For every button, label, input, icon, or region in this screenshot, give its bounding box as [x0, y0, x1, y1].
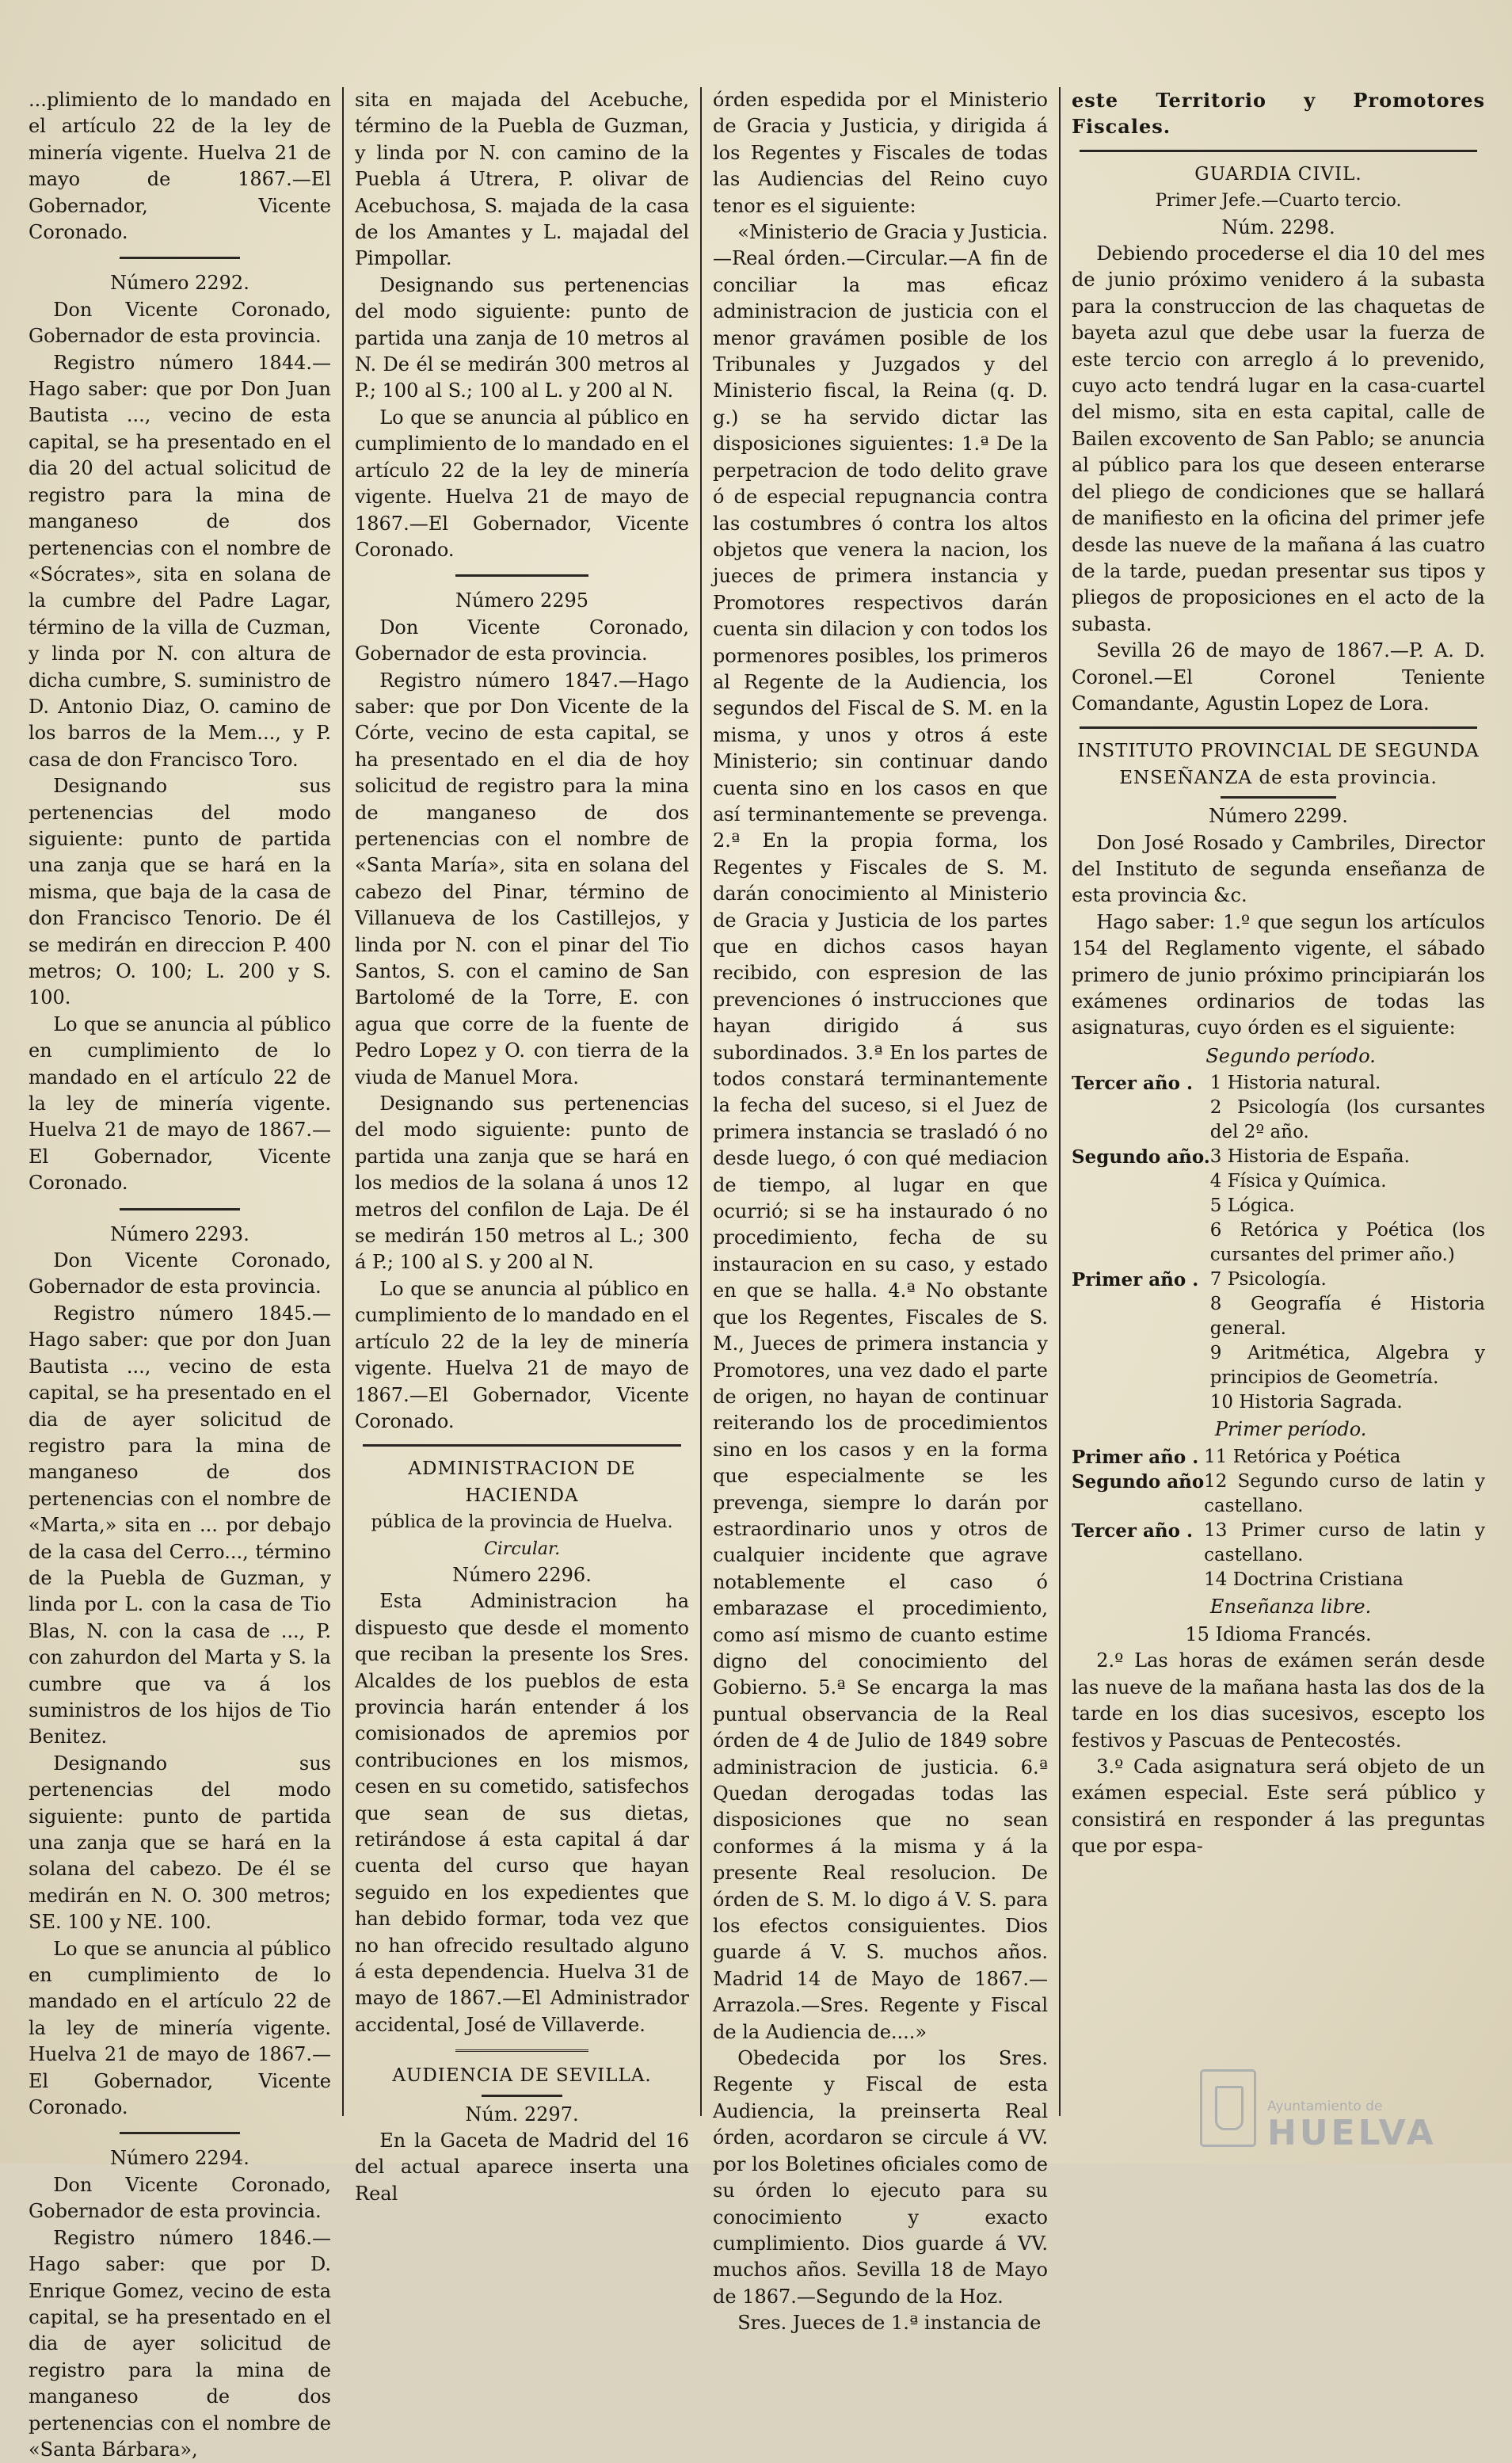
- divider: [1080, 150, 1477, 152]
- schedule-year: Tercer año .: [1072, 1073, 1193, 1095]
- paragraph: este Territorio y Promotores Fiscales.: [1072, 89, 1485, 139]
- column-1: [17, 87, 342, 2461]
- schedule-year: Segundo año: [1072, 1470, 1205, 1493]
- paragraph: Registro número 1846.—Hago saber: que por D. Enrique Gomez, vecino de esta capital, se ha presentado en el dia de ayer solicitud de registro para la mina de manganeso de dos pertenencias con el nombre de «Santa Bárbara»,: [29, 2226, 331, 2461]
- period-heading: Enseñanza libre.: [1209, 1595, 1372, 1618]
- paragraph: Designando sus pertenencias del modo siguiente: punto de partida una zanja que se hará en la solana del cabezo. De él se medirán en N. O. 300 metros; SE. 100 y NE. 100.: [29, 1752, 331, 1934]
- paragraph: Registro número 1847.—Hago saber: que por Don Vicente de la Córte, vecino de esta capital, se ha presentado en el dia de hoy solicitud de registro para la mina de manganeso de dos pertenencias con el nombre de «Santa María», sita en solana del cabezo del Pinar, término de Villanueva de los Castillejos, y linda por N. con el pinar del Tio Santos, S. con el camino de San Bartolomé de la Torre, E. con agua que corre de la fuente de Pedro Lopez y O. con tierra de la viuda de Manuel Mora.: [355, 669, 689, 1089]
- section-subheading: Circular.: [483, 1538, 561, 1559]
- section-heading: GUARDIA CIVIL.: [1194, 163, 1362, 185]
- paragraph: Obedecida por los Sres. Regente y Fiscal de esta Audiencia, la preinserta Real órden, acordaron se circule á VV. por los Boletines oficiales como de su órden lo ejecuto para su conocimiento y exacto cumplimiento. Dios guarde á VV. muchos años. Sevilla 18 de Mayo de 1867.—Segundo de la Hoz.: [713, 2047, 1048, 2308]
- paragraph: ...plimiento de lo mandado en el artículo 22 de la ley de minería vigente. Huelva 21 de mayo de 1867.—El Gobernador, Vicente Coronado.: [29, 89, 331, 244]
- paragraph: 3.º Cada asignatura será objeto de un exámen especial. Este será público y consistirá en responder á las preguntas que por espa-: [1072, 1756, 1485, 1858]
- notice-number: Número 2293.: [110, 1222, 249, 1245]
- schedule-items: [1210, 1268, 1485, 1415]
- paragraph: Don José Rosado y Cambriles, Director del Instituto de segunda enseñanza de esta provincia &c.: [1072, 831, 1485, 907]
- paragraph: Don Vicente Coronado, Gobernador de esta provincia.: [29, 2173, 331, 2223]
- schedule-year: Segundo año.: [1072, 1146, 1210, 1169]
- section-subheading: Primer Jefe.—Cuarto tercio.: [1155, 191, 1402, 212]
- divider: [120, 257, 241, 259]
- paragraph: «Ministerio de Gracia y Justicia.—Real órden.—Circular.—A fin de conciliar la mas eficaz administracion de justicia con el menor gravámen posible de los Tribunales y Juzgados y del Ministerio fiscal, la Reina (q. D. g.) se ha servido dictar las disposiciones siguientes: 1.ª De la perpetracion de todo delito grave ó de especial repugnancia contra las costumbres ó contra los altos objetos que venera la nacion, los jueces de primera instancia y Promotores respectivos darán cuenta sin dilacion y con todos los pormenores posibles, los primeros al Regente de la Audiencia, los segundos del Fiscal de S. M. en la misma, y unos y otros á este Ministerio; sin continuar dando cuenta sino en los casos en que así terminantemente se prevenga. 2.ª En la propia forma, los Regentes y Fiscales de S. M. darán conocimiento al Ministerio de Gracia y Justicia de los partes que en dichos casos hayan recibido, con espresion de las prevenciones ó instrucciones que hayan dirigido á sus subordinados. 3.ª En los partes de todos constará terminantemente la fecha del suceso, si el Juez de primera instancia se trasladó ó no desde luego, ó con qué mediacion de tiempo, al lugar en que ocurrió; si se ha instaurado ó no procedimiento, fecha de su instauracion en su caso, y estado en que se halla. 4.ª No obstante que los Regentes, Fiscales de S. M., Jueces de primera instancia y Promotores, una vez dado el parte de origen, no hayan de continuar reiterando los de procedimientos sino en los casos y en la forma que especialmente se les prevenga, siempre lo darán por estraordinario unos y otros de cualquier incidente que agrave notablemente el caso ó embarazase el procedimiento, como así mismo de cuanto estime digno del conocimiento del Gobierno. 5.ª Se encarga la mas puntual observancia de la Real órden de 4 de Julio de 1849 sobre administracion de justicia. 6.ª Quedan derogadas todas las disposiciones que no sean conformes á la misma y á la presente Real resolucion. De órden de S. M. lo digo á V. S. para los efectos consiguientes. Dios guarde á V. S. muchos años. Madrid 14 de Mayo de 1867.—Arrazola.—Sres. Regente y Fiscal de la Audiencia de....»: [713, 221, 1048, 2043]
- paragraph: Debiendo procederse el dia 10 del mes de junio próximo venidero á la subasta para la construccion de las chaquetas de bayeta azul que debe usar la fuerza de este tercio con arreglo á lo prevenido, cuyo acto tendrá lugar en la casa-cuartel del mismo, sita en esta capital, calle de Bailen excovento de San Pablo; se anuncia al público para los que deseen enterarse del pliego de condiciones que se hallará de manifiesto en la oficina del primer jefe desde las nueve de la mañana á las cuatro de la tarde, puedan presentar sus tipos y pliegos de proposiciones en el acto de la subasta.: [1072, 242, 1485, 635]
- notice-number: Número 2294.: [110, 2147, 249, 2170]
- paragraph: Lo que se anuncia al público en cumplimiento de lo mandado en el artículo 22 de la ley de minería vigente. Huelva 21 de mayo de 1867.—El Gobernador, Vicente Coronado.: [355, 406, 689, 561]
- divider: [120, 1208, 241, 1211]
- schedule-items: [1204, 1519, 1485, 1592]
- subject-item: 7 Psicología.: [1209, 1269, 1327, 1291]
- paragraph: Don Vicente Coronado, Gobernador de esta provincia.: [29, 1249, 331, 1298]
- schedule-year: Primer año .: [1072, 1269, 1199, 1291]
- schedule-row: [1072, 1071, 1485, 1145]
- paragraph: Registro número 1844.—Hago saber: que por Don Juan Bautista ..., vecino de esta capital, se ha presentado en el dia 20 del actual solicitud de registro para la mina de manganeso de dos pertenencias con el nombre de «Sócrates», sita en solana de la cumbre del Padre Lagar, término de la villa de Cuzman, y linda por N. con altura de dicha cumbre, S. suministro de D. Antonio Diaz, O. camino de los barros de la Mem..., y P. casa de don Francisco Toro.: [29, 351, 331, 771]
- city-crest-logo-icon: [1200, 2069, 1256, 2147]
- paragraph: Designando sus pertenencias del modo siguiente: punto de partida una zanja de 10 metros al N. De él se medirán 300 metros al P.; 100 al S.; 100 al L. y 200 al N.: [355, 273, 689, 402]
- subject-item: 14 Doctrina Cristiana: [1204, 1569, 1403, 1590]
- schedule-row: [1072, 1519, 1485, 1592]
- section-heading: INSTITUTO PROVINCIAL DE SEGUNDA ENSEÑANZA de esta provincia.: [1077, 741, 1480, 788]
- schedule-items: [1204, 1470, 1485, 1519]
- notice-number: Núm. 2297.: [465, 2103, 579, 2126]
- subject-item: 11 Retórica y Poética: [1204, 1446, 1401, 1467]
- paragraph: Lo que se anuncia al público en cumplimiento de lo mandado en el artículo 22 de la ley de minería vigente. Huelva 21 de mayo de 1867.—El Gobernador, Vicente Coronado.: [29, 1012, 331, 1195]
- divider: [120, 2132, 241, 2134]
- paragraph: Designando sus pertenencias del modo siguiente: punto de partida una zanja que se hará en los medios de la solana á unos 12 metros del confilon de Laja. De él se medirán 150 metros al L.; 300 á P.; 100 al S. y 200 al N.: [355, 1092, 689, 1274]
- schedule-year: Tercer año .: [1072, 1519, 1193, 1542]
- section-heading: ADMINISTRACION DE HACIENDA: [408, 1458, 636, 1506]
- divider: [1221, 796, 1336, 799]
- paragraph: Designando sus pertenencias del modo siguiente: punto de partida una zanja que se hará en la misma, que baja de la casa de don Francisco Tenorio. De él se medirán en direccion P. 400 metros; O. 100; L. 200 y S. 100.: [29, 775, 331, 1009]
- period-heading: Primer período.: [1214, 1418, 1367, 1441]
- schedule-items: [1210, 1145, 1485, 1268]
- divider: [455, 2049, 589, 2052]
- paragraph: órden espedida por el Ministerio de Gracia y Justicia, y dirigida á los Regentes y Fiscales de todas las Audiencias del Reino cuyo tenor es el siguiente:: [713, 89, 1048, 217]
- schedule-row: [1072, 1268, 1485, 1415]
- subject-item: 8 Geografía é Historia general.: [1209, 1294, 1485, 1340]
- subject-item: 9 Aritmética, Algebra y principios de Geometría.: [1209, 1343, 1485, 1389]
- divider: [363, 1444, 681, 1447]
- column-4: [1059, 87, 1496, 2116]
- schedule-row: [1072, 1470, 1485, 1519]
- schedule-year: Primer año .: [1072, 1446, 1199, 1468]
- subject-item: 1 Historia natural.: [1209, 1073, 1381, 1094]
- notice-number: Número 2292.: [110, 272, 249, 295]
- subject-item: 2 Psicología (los cursantes del 2º año.: [1209, 1097, 1485, 1143]
- watermark-line: Ayuntamiento de: [1267, 2099, 1383, 2114]
- watermark-line: HUELVA: [1267, 2112, 1437, 2153]
- paragraph: Don Vicente Coronado, Gobernador de esta provincia.: [29, 298, 331, 348]
- column-3: [700, 87, 1059, 2335]
- archive-watermark: [1267, 2099, 1437, 2152]
- divider: [455, 574, 589, 577]
- paragraph: Sres. Jueces de 1.ª instancia de: [737, 2312, 1042, 2335]
- notice-number: Número 2299.: [1209, 805, 1348, 828]
- paragraph: Lo que se anuncia al público en cumplimiento de lo mandado en el artículo 22 de la ley de minería vigente. Huelva 21 de mayo de 1867.—El Gobernador, Vicente Coronado.: [29, 1937, 331, 2119]
- notice-number: Número 2296.: [452, 1563, 592, 1586]
- subject-item: 15 Idioma Francés.: [1185, 1623, 1372, 1646]
- paragraph: Don Vicente Coronado, Gobernador de esta provincia.: [355, 616, 689, 665]
- subject-item: 10 Historia Sagrada.: [1209, 1392, 1403, 1413]
- column-2: [342, 87, 700, 2205]
- subject-item: 12 Segundo curso de latin y castellano.: [1204, 1470, 1485, 1516]
- subject-item: 6 Retórica y Poética (los cursantes del primer año.): [1209, 1220, 1485, 1266]
- section-heading: AUDIENCIA DE SEVILLA.: [392, 2065, 652, 2087]
- paragraph: En la Gaceta de Madrid del 16 del actual aparece inserta una Real: [355, 2129, 689, 2205]
- section-subheading: pública de la provincia de Huelva.: [371, 1512, 673, 1533]
- subject-item: 5 Lógica.: [1209, 1195, 1295, 1217]
- paragraph: 2.º Las horas de exámen serán desde las nueve de la mañana hasta las dos de la tarde en los dias sucesivos, escepto los festivos y Pascuas de Pentecostés.: [1072, 1649, 1485, 1752]
- paragraph: Hago saber: 1.º que segun los artículos 154 del Reglamento vigente, el sábado primero de junio próximo principiarán los exámenes ordinarios de todas las asignaturas, cuyo órden es el siguiente:: [1072, 910, 1485, 1039]
- paragraph: Esta Administracion ha dispuesto que desde el momento que reciban la presente los Sres. Alcaldes de los pueblos de esta provincia harán entender á los comisionados de apremios por contribuciones en los mismos, cesen en su cometido, satisfechos que sean de sus dietas, retirándose á esta capital á dar cuenta del curso que hayan seguido en los expedientes que han debido formar, toda vez que no han ofrecido resultado alguno á esta dependencia. Huelva 31 de mayo de 1867.—El Administrador accidental, José de Villaverde.: [355, 1590, 689, 2036]
- subject-item: 4 Física y Química.: [1209, 1171, 1387, 1192]
- exam-schedule-first-period: [1072, 1445, 1485, 1592]
- notice-number: Núm. 2298.: [1221, 215, 1335, 238]
- schedule-row: [1072, 1145, 1485, 1268]
- paragraph: Lo que se anuncia al público en cumplimiento de lo mandado en el artículo 22 de la ley de minería vigente. Huelva 21 de mayo de 1867.—El Gobernador, Vicente Coronado.: [355, 1277, 689, 1432]
- schedule-items: [1210, 1071, 1485, 1145]
- schedule-row: [1072, 1445, 1485, 1470]
- exam-schedule-second-period: [1072, 1071, 1485, 1415]
- paragraph: sita en majada del Acebuche, término de la Puebla de Guzman, y linda por N. con camino de la Puebla á Utrera, P. olivar de Acebuchosa, S. majada de la casa de los Amantes y L. majadal del Pimpollar.: [355, 89, 689, 270]
- paragraph: Registro número 1845.—Hago saber: que por don Juan Bautista ..., vecino de esta capital, se ha presentado en el dia de ayer solicitud de registro para la mina de manganeso de dos pertenencias con el nombre de «Marta,» sita en ... por debajo de la casa del Cerro..., término de la Puebla de Guzman, y linda por L. con la casa de Tio Blas, N. con la casa de ..., P. con zahurdon del Marta y S. la cumbre que va á los suministros de los hijos de Tio Benitez.: [29, 1302, 331, 1748]
- subject-item: 3 Historia de España.: [1209, 1146, 1410, 1168]
- paragraph: Sevilla 26 de mayo de 1867.—P. A. D. Coronel.—El Coronel Teniente Comandante, Agustin Lopez de Lora.: [1072, 639, 1485, 715]
- page-columns: [17, 87, 1496, 2461]
- notice-number: Número 2295: [455, 589, 589, 612]
- subject-item: 13 Primer curso de latin y castellano.: [1204, 1519, 1485, 1565]
- divider: [482, 2095, 562, 2097]
- divider: [1080, 726, 1477, 729]
- period-heading: Segundo período.: [1205, 1044, 1376, 1067]
- schedule-items: [1204, 1445, 1485, 1470]
